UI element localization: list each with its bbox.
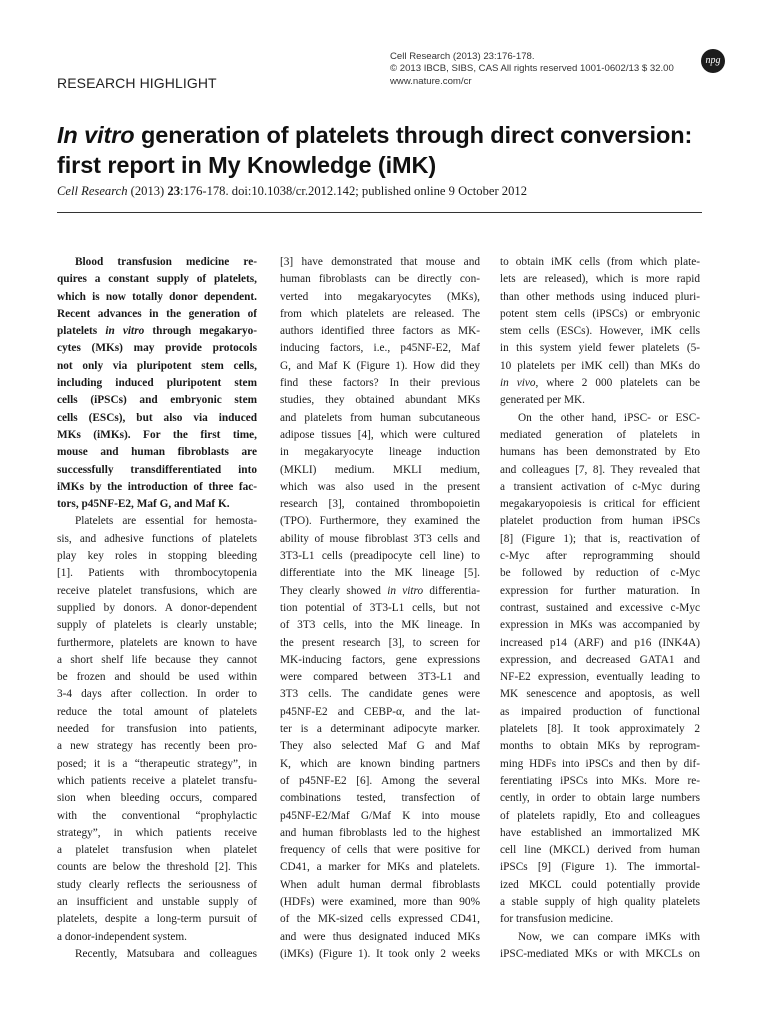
text-line: Recently, Matsubara and colleagues [75,947,257,960]
text-line: a donor-independent system. [57,930,187,943]
text-line: expression in MKs was accompanied by [500,619,700,632]
text-line: inducing factors, i.e., p45NF-E2, Maf [280,342,480,355]
text-line: authors identified three factors as MK- [280,325,480,338]
text-line: than other methods using induced pluri- [500,290,700,303]
text-line: find these factors? In their previous [280,377,480,390]
text-line: which is now totally donor dependent. [57,290,257,303]
text-line: humans has been demonstrated by Eto [500,446,700,459]
journal-copyright: © 2013 IBCB, SIBS, CAS All rights reserved 1001-0602/13 $ 32.00 [390,63,674,75]
text-line: adipose tissues [4], which were cultured [280,428,480,441]
text-line: not only via pluripotent stem cells, [57,359,257,372]
text-line: MK senescence and apoptosis, as well [500,688,700,701]
text-line: They also selected Maf G and Maf [280,740,480,753]
text-line: of 3T3 cells, into the MK lineage. In [280,619,480,632]
text-line: Blood transfusion medicine re- [75,256,257,268]
text-line: ability of mouse fibroblast 3T3 cells and [280,532,480,545]
text-column-1 [57,254,257,963]
title-divider [57,212,702,213]
text-line: a new strategy has recently been pro- [57,740,257,753]
text-line: ming HDFs into iPSCs and then by dif- [500,757,700,770]
journal-info [390,51,680,88]
text-line: [1]. Patients with thrombocytopenia [57,567,257,580]
text-line: Now, we can compare iMKs with [518,930,700,943]
text-line: c-Myc after reprogramming should [500,550,700,563]
text-line: which patients receive a platelet transfu- [57,774,257,787]
text-line: counts are below the threshold [2]. This [57,861,257,874]
text-line: strategy”, in which patients receive [57,826,257,839]
npg-logo-icon: npg [701,49,725,73]
text-line: mouse and human fibroblasts are [57,446,257,459]
text-line: play key roles in stopping bleeding [57,550,257,563]
text-line: human fibroblasts can be directly con- [280,273,480,286]
text-line: When adult human dermal fibroblasts [280,878,480,891]
text-line: G, and Maf K (Figure 1). How did they [280,359,480,372]
text-line: They clearly showed in vitro differentia- [280,584,480,597]
text-line: of the MK-sized cells expressed CD41, [280,913,480,926]
text-line: reduce the total amount of platelets [57,705,257,718]
text-line: MK-inducing factors, gene expressions [280,653,480,666]
text-line: as impaired production of functional [500,705,700,718]
text-line: tors, p45NF-E2, Maf G, and Maf K. [57,498,230,511]
title-line1-rest: generation of platelets through direct conversion: [134,122,693,148]
text-line: sis, and adhesive functions of platelets [57,532,257,545]
article-title [57,120,717,180]
text-line: were compared between 3T3-L1 and [280,671,480,684]
text-column-2 [280,254,480,963]
text-line: NF-E2 expression, eventually leading to [500,671,700,684]
text-line: potent stem cells (iPSCs) or embryonic [500,307,700,320]
text-line: be followed by reduction of c-Myc [500,567,700,580]
text-line: studies, they obtained abundant MKs [280,394,480,407]
text-line: receive platelet transfusions, which are [57,584,257,597]
text-line: needed for transfusion into patients, [57,723,257,736]
text-line: posed; it is a “therapeutic strategy”, in [57,757,257,770]
text-line: expression for further maturation. In [500,584,700,597]
text-line: platelets in vitro through megakaryo- [57,325,257,338]
text-line: 10 platelets per iMK cell) than MKs do [500,359,700,372]
text-line: cells (ESCs), but also via induced [57,411,257,424]
citation-line [57,184,717,199]
text-line: platelets, despite a long-term pursuit of [57,913,257,926]
text-line: (MKLI) medium. MKLI medium, [280,463,480,476]
text-line: of p45NF-E2 [6]. Among the several [280,774,480,787]
text-line: in vivo, where 2 000 platelets can be [500,377,700,390]
text-line: On the other hand, iPSC- or ESC- [518,411,700,424]
text-line: [8] (Figure 1); that is, reactivation of [500,532,700,545]
text-line: combinations tested, transfection of [280,792,480,805]
text-line: quires a constant supply of platelets, [57,273,257,286]
text-line: 3-4 days after collection. In order to [57,688,257,701]
text-line: a platelet transfusion when platelet [57,844,257,857]
text-line: and platelets from human subcutaneous [280,411,480,424]
text-line: a stable supply of high quality platelets [500,895,700,908]
text-line: (TPO). Furthermore, they examined the [280,515,480,528]
text-line: an insufficient and unstable supply of [57,895,257,908]
text-line: stem cells (ESCs). However, iMK cells [500,325,700,338]
text-line: (HDFs) were examined, more than 90% [280,895,480,908]
text-line: iMKs by the introduction of three fac- [57,480,257,493]
text-line: the present research [3], to screen for [280,636,480,649]
text-line: sion when bleeding occurs, compared [57,792,257,805]
text-line: which was also used in the present [280,480,480,493]
text-line: cell line (MKCL) derived from human [500,844,700,857]
text-line: Recent advances in the generation of [57,307,257,320]
text-line: (iMKs) (Figure 1). It took only 2 weeks [280,947,480,960]
text-line: MKs (iMKs). For the first time, [57,428,257,441]
text-line: of platelets rapidly, Eto and colleagues [500,809,700,822]
text-line: and colleagues [7, 8]. They revealed that [500,463,700,476]
text-line: months to obtain MKs by reprogram- [500,740,700,753]
text-line: lets are released), which is more rapid [500,273,700,286]
text-line: supply of platelets is clearly unstable; [57,619,257,632]
text-line: research [3], contained thrombopoietin [280,498,480,511]
text-line: and human fibroblasts led to the highest [280,826,480,839]
text-line: Platelets are essential for hemosta- [75,515,257,528]
text-line: furthermore, platelets are known to have [57,636,257,649]
text-line: in megakaryocyte lineage induction [280,446,480,459]
citation-rest: :176-178. doi:10.1038/cr.2012.142; published online 9 October 2012 [180,184,527,198]
text-line: ized MKCL could potentially provide [500,878,700,891]
text-line: differentiate into the MK lineage [5]. [280,567,480,580]
text-line: tion potential of 3T3-L1 cells, but not [280,601,480,614]
text-line: and were thus designated induced MKs [280,930,480,943]
text-line: contrast, sustained and excessive c-Myc [500,601,700,614]
title-line2: first report in My Knowledge (iMK) [57,152,437,178]
text-line: have established an immortalized MK [500,826,700,839]
text-line: including induced pluripotent stem [57,377,257,390]
text-line: mediated generation of platelets in [500,428,700,441]
text-line: megakaryopoiesis is critical for efficient [500,498,700,511]
text-line: platelet production from human iPSCs [500,515,700,528]
title-italic: In vitro [57,122,135,148]
text-line: K, which are known binding partners [280,757,480,770]
text-line: [3] have demonstrated that mouse and [280,256,480,268]
text-line: ter is a determinant adipocyte marker. [280,723,480,736]
text-line: a short shelf life because they cannot [57,653,257,666]
text-line: a transient activation of c-Myc during [500,480,700,493]
text-line: iPSC-mediated MKs or with MKCLs on [500,947,700,960]
text-line: platelets [8]. It took approximately 2 [500,723,700,736]
text-line: be frozen and should be used within [57,671,257,684]
text-line: successfully transdifferentiated into [57,463,257,476]
text-line: p45NF-E2 and CEBP-α, and the lat- [280,705,480,718]
text-line: supplied by donors. A donor-dependent [57,601,257,614]
text-line: with the conventional “prophylactic [57,809,257,822]
section-label: RESEARCH HIGHLIGHT [57,75,217,91]
text-line: verted into megakaryocytes (MKs), [280,290,480,303]
citation-year: (2013) [127,184,168,198]
text-line: CD41, a marker for MKs and platelets. [280,861,480,874]
journal-citation: Cell Research (2013) 23:176-178. [390,51,535,62]
text-line: study clearly reflects the seriousness of [57,878,257,891]
text-line: frequency of cells that were positive for [280,844,480,857]
text-line: from which platelets are released. The [280,307,480,320]
text-line: to obtain iMK cells (from which plate- [500,256,700,268]
text-line: ferentiating iPSCs into MKs. More re- [500,774,700,787]
text-line: generated per MK. [500,394,586,407]
text-line: increased p14 (ARF) and p16 (INK4A) [500,636,700,649]
citation-journal: Cell Research [57,184,128,198]
text-line: expression, and decreased GATA1 and [500,653,700,666]
text-line: cells (iPSCs) and embryonic stem [57,394,257,407]
journal-url[interactable]: www.nature.com/cr [390,75,472,87]
text-line: for transfusion medicine. [500,913,614,926]
text-line: in this system yield fewer platelets (5- [500,342,700,355]
text-line: 3T3-L1 cells (preadipocyte cell line) to [280,550,480,563]
text-line: 3T3 cells. The candidate genes were [280,688,480,701]
text-line: iPSCs [9] (Figure 1). The immortal- [500,861,700,874]
text-line: cytes (MKs) may provide protocols [57,342,257,355]
text-line: cently, in order to obtain large numbers [500,792,700,805]
text-line: p45NF-E2/Maf G/Maf K into mouse [280,809,480,822]
citation-volume: 23 [167,184,180,198]
text-column-3 [500,254,700,963]
